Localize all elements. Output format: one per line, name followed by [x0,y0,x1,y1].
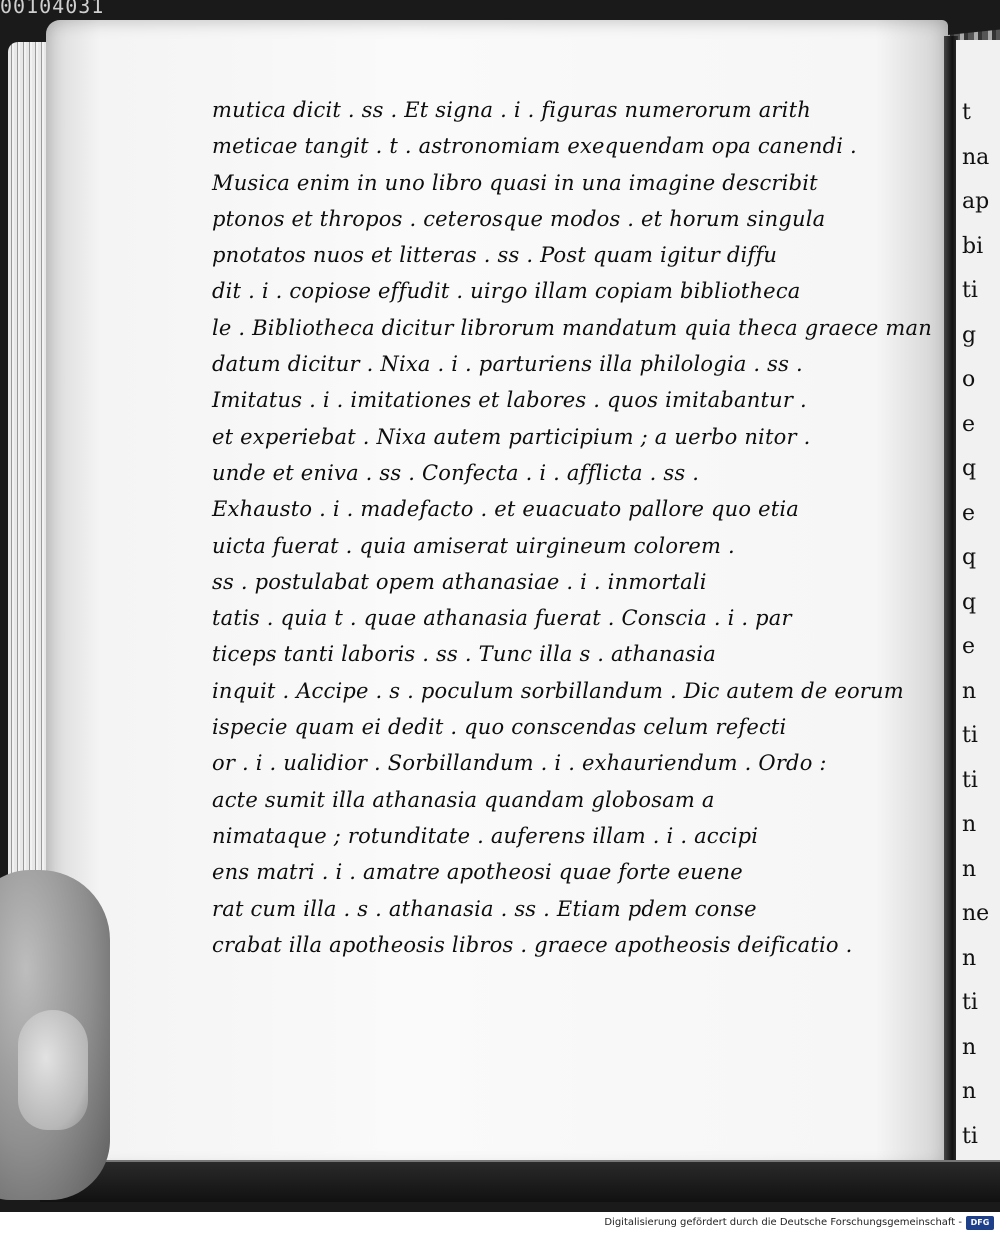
facing-page-fragment: ti [962,767,978,793]
facing-page-fragment: bi [962,233,984,259]
facing-page-fragment: t [962,100,971,125]
text-line: tatis . quia t . quae athanasia fuerat . Conscia . i . par [212,606,792,631]
text-line: or . i . ualidior . Sorbillandum . i . exhauriendum . Ordo : [212,751,827,776]
facing-page-fragment: g [962,322,977,348]
text-line: nimataque ; rotunditate . auferens illam . i . accipi [212,823,759,848]
text-line: inquit . Accipe . s . poculum sorbillandum . Dic autem de eorum [212,678,904,703]
facing-page-fragment: n [962,1034,977,1060]
text-line: ticeps tanti laboris . ss . Tunc illa s . athanasia [212,642,716,667]
dfg-logo: DFG [966,1216,994,1230]
text-line: meticae tangit . t . astronomiam exequendam opa canendi . [212,134,857,159]
text-line: le . Bibliotheca dicitur librorum mandatum quia theca graece man [212,315,932,340]
facing-page-fragment: ti [962,278,978,303]
facing-page-fragment: n [962,1079,977,1104]
facing-page-fragment: n [962,678,977,704]
facing-page-fragment: o [962,367,976,392]
manuscript-text [212,92,932,963]
facing-page-fragment: n [962,945,977,971]
text-line: uicta fuerat . quia amiserat uirgineum colorem . [212,533,735,558]
funding-credit: Digitalisierung gefördert durch die Deutsche Forschungsgemeinschaft - [604,1217,962,1228]
facing-page-fragment: na [962,144,990,170]
facing-page-fragment: q [962,456,977,481]
facing-page-fragment: ne [962,901,990,926]
thumb-tip [18,1010,88,1130]
text-line: acte sumit illa athanasia quandam globosam a [212,787,715,812]
text-line: ens matri . i . amatre apotheosi quae forte euene [212,860,743,885]
facing-page-fragment: ti [962,990,978,1015]
text-line: et experiebat . Nixa autem participium ; a uerbo nitor . [212,424,811,449]
digitization-footer [0,1212,1000,1236]
binding-bottom [40,1160,1000,1202]
shelfmark-number: 00104031 [0,0,105,18]
text-line: Musica enim in uno libro quasi in una imagine describit [212,170,818,195]
facing-page-fragment: ti [962,723,978,748]
text-line: Imitatus . i . imitationes et labores . quos imitabantur . [212,388,807,413]
text-line: crabat illa apotheosis libros . graece apotheosis deificatio . [212,932,853,957]
text-line: Exhausto . i . madefacto . et euacuato pallore quo etia [212,497,799,522]
facing-page-fragment: e [962,411,976,437]
facing-page-fragment: n [962,856,977,882]
text-line: unde et eniva . ss . Confecta . i . afflicta . ss . [212,460,700,485]
facing-page-fragment: q [962,545,977,570]
facing-page-fragment: n [962,812,977,837]
text-line: ss . postulabat opem athanasiae . i . inmortali [212,569,707,594]
text-line: ispecie quam ei dedit . quo conscendas celum refecti [212,715,787,740]
text-line: pnotatos nuos et litteras . ss . Post quam igitur diffu [212,243,778,268]
facing-page-fragment: ti [962,1123,978,1149]
text-line: mutica dicit . ss . Et signa . i . figuras numerorum arith [212,98,811,122]
facing-page-fragment: q [962,589,977,615]
text-line: datum dicitur . Nixa . i . parturiens illa philologia . ss . [212,352,803,377]
text-line: rat cum illa . s . athanasia . ss . Etiam pdem conse [212,896,757,921]
facing-page-fragment: e [962,634,976,659]
facing-page-fragment: e [962,500,976,526]
facing-page-fragment: ap [962,189,990,214]
text-line: dit . i . copiose effudit . uirgo illam copiam bibliotheca [212,279,801,304]
facing-page [956,40,1000,1170]
text-line: ptonos et thropos . ceterosque modos . et horum singula [212,206,826,231]
